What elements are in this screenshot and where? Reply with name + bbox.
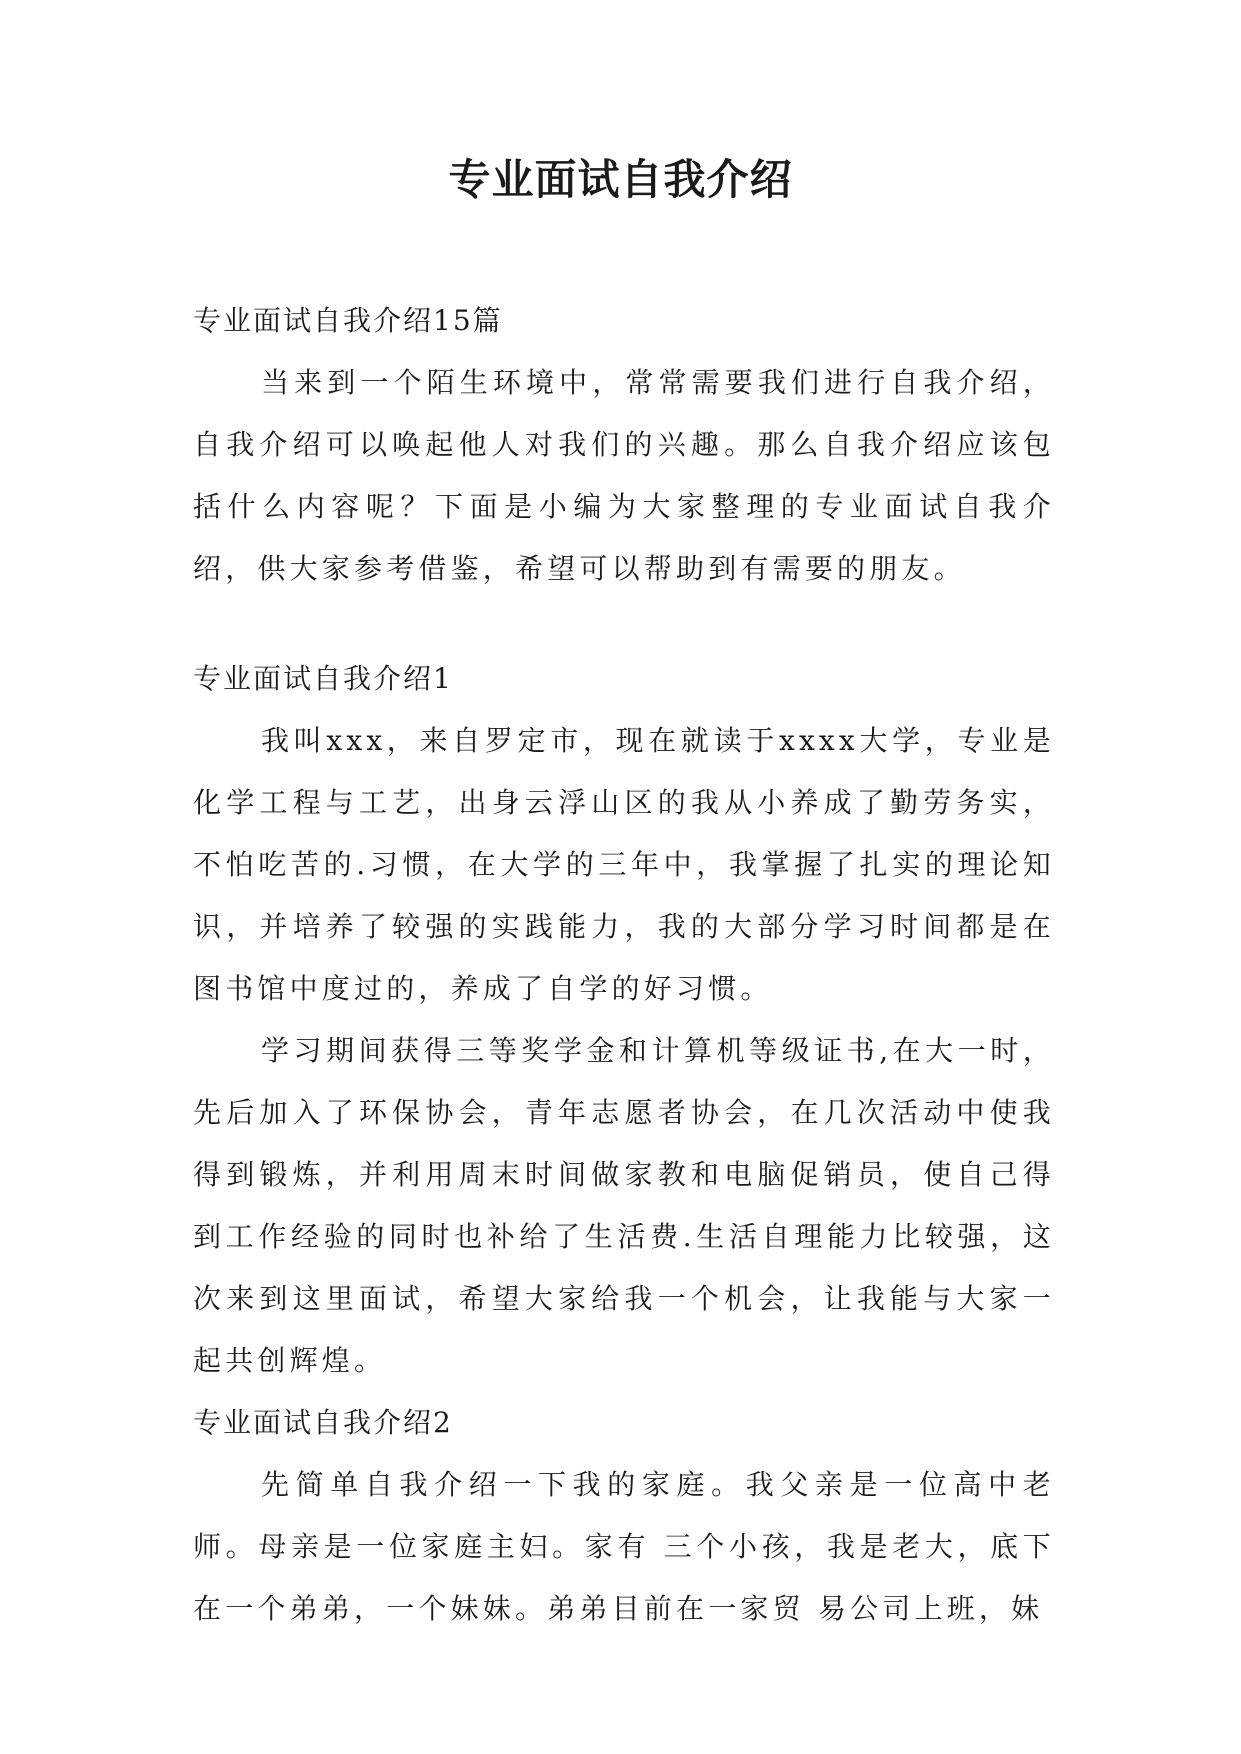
document-body	[193, 290, 1055, 1640]
section-spacer	[193, 600, 1055, 648]
section-heading-1: 专业面试自我介绍1	[193, 662, 453, 695]
intro-paragraph: 当来到一个陌生环境中，常常需要我们进行自我介绍，自我介绍可以唤起他人对我们的兴趣。那么自我介绍应该包括什么内容呢？下面是小编为大家整理的专业面试自我介绍，供大家参考借鉴，希望可以帮助到有需要的朋友。	[193, 366, 1055, 585]
document-subtitle: 专业面试自我介绍15篇	[193, 304, 503, 337]
section-heading-2: 专业面试自我介绍2	[193, 1406, 453, 1439]
section-2-paragraph-1: 先简单自我介绍一下我的家庭。我父亲是一位高中老师。母亲是一位家庭主妇。家有 三个小孩，我是老大，底下在一个弟弟，一个妹妹。弟弟目前在一家贸 易公司上班，妹	[193, 1468, 1055, 1625]
section-1-paragraph-2: 学习期间获得三等奖学金和计算机等级证书,在大一时，先后加入了环保协会，青年志愿者协会，在几次活动中使我得到锻炼，并利用周末时间做家教和电脑促销员，使自己得到工作经验的同时也补给了生活费.生活自理能力比较强，这次来到这里面试，希望大家给我一个机会，让我能与大家一起共创辉煌。	[193, 1034, 1055, 1377]
section-1-paragraph-1: 我叫xxx，来自罗定市，现在就读于xxxx大学，专业是化学工程与工艺，出身云浮山区的我从小养成了勤劳务实，不怕吃苦的.习惯，在大学的三年中，我掌握了扎实的理论知识，并培养了较强的实践能力，我的大部分学习时间都是在图书馆中度过的，养成了自学的好习惯。	[193, 724, 1055, 1005]
document-title: 专业面试自我介绍	[448, 155, 793, 204]
